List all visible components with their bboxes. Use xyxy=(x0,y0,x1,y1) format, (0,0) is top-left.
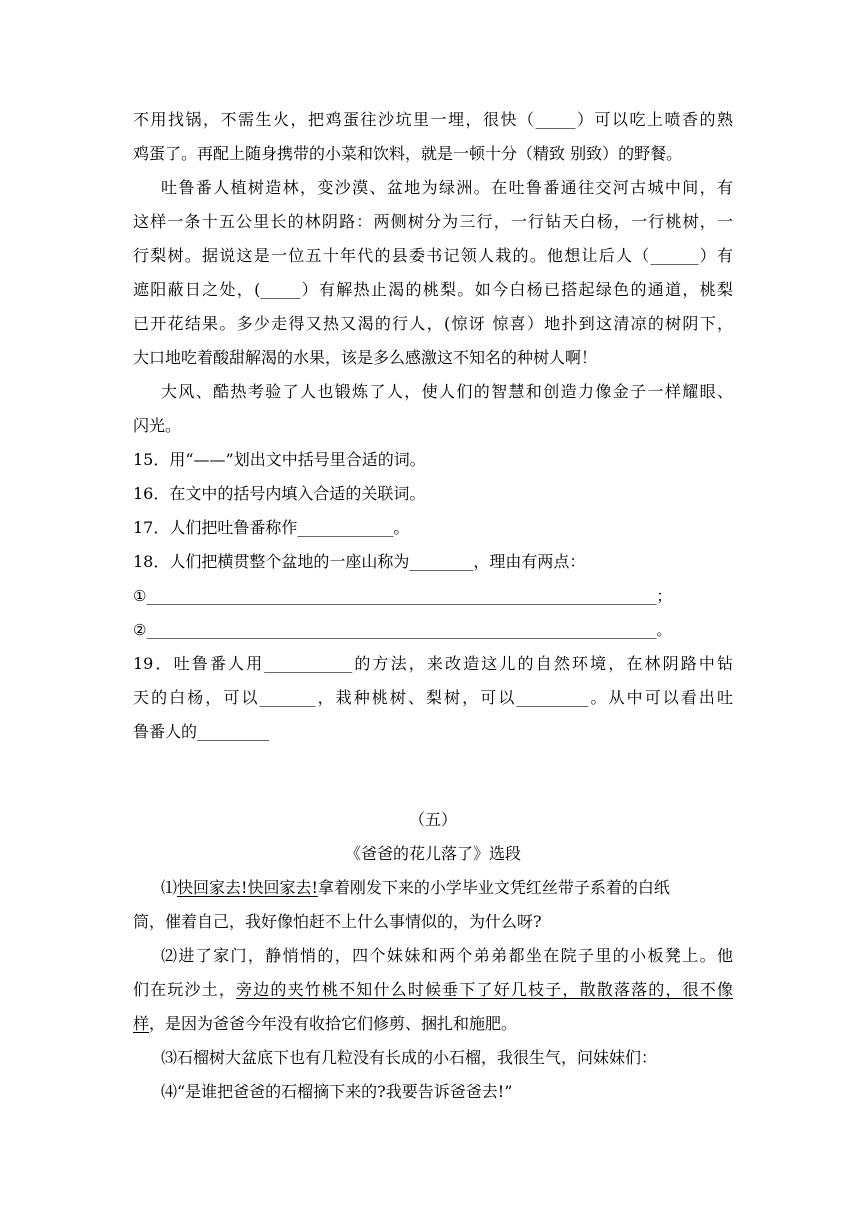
passage-line: 已开花结果。多少走得又热又渴的行人，(惊讶 惊喜）地扑到这清凉的树阴下， xyxy=(133,314,733,333)
question-17: 17．人们把吐鲁番称作____________。 xyxy=(133,518,410,537)
underlined-sentence: 样 xyxy=(133,1014,150,1033)
paragraph-number: ⑴ xyxy=(161,878,178,897)
paragraph-1-line-2: 筒，催着自己，我好像怕赶不上什么事情似的，为什么呀? xyxy=(133,912,542,931)
question-19-line: 天的白杨，可以_______，栽种桃树、梨树，可以_________。从中可以看出吐 xyxy=(133,688,733,707)
passage-line: 吐鲁番人植树造林，变沙漠、盆地为绿洲。在吐鲁番通往交河古城中间，有 xyxy=(161,178,733,197)
passage-line: 大口地吃着酸甜解渴的水果，该是多么感激这不知名的种树人啊！ xyxy=(133,348,598,367)
question-19-line: 鲁番人的_________ xyxy=(133,722,270,741)
question-18-answer-2: ②____________________________________________________________________。 xyxy=(133,621,672,639)
passage-line: 遮阳蔽日之处，(_____）有解热止渴的桃梨。如今白杨已搭起绿色的通道，桃梨 xyxy=(133,280,733,299)
question-18-answer-1: ①____________________________________________________________________； xyxy=(133,587,672,605)
passage-line: 闪光。 xyxy=(133,416,182,435)
question-list xyxy=(133,443,733,749)
passage-line: 行梨树。据说这是一位五十年代的县委书记领人栽的。他想让后人（______）有 xyxy=(133,246,733,265)
section-title: 《爸爸的花儿落了》选段 xyxy=(344,844,521,863)
paragraph-2-line-2 xyxy=(133,973,733,1007)
paragraph-2-line-3 xyxy=(133,1007,733,1041)
passage-line: 不用找锅，不需生火，把鸡蛋往沙坑里一埋，很快（_____）可以吃上喷香的熟 xyxy=(133,110,733,129)
underlined-phrase: 快回家去!快回家去! xyxy=(177,878,318,897)
question-16: 16．在文中的括号内填入合适的关联词。 xyxy=(133,484,426,503)
section-spacer xyxy=(133,749,733,803)
paragraph-1-line-1 xyxy=(133,871,733,905)
paragraph-4: ⑷“是谁把爸爸的石榴摘下来的?我要告诉爸爸去!” xyxy=(161,1082,513,1101)
question-15: 15．用“——”划出文中括号里合适的词。 xyxy=(133,450,426,469)
section-five xyxy=(133,803,733,1109)
underlined-sentence: 旁边的夹竹桃不知什么时候垂下了好几枝子，散散落落的，很不像 xyxy=(236,980,733,999)
paragraph-2-line-1: ⑵进了家门，静悄悄的，四个妹妹和两个弟弟都坐在院子里的小板凳上。他 xyxy=(161,946,733,965)
question-18: 18．人们把横贯整个盆地的一座山称为________，理由有两点： xyxy=(133,552,586,571)
passage-line: 这样一条十五公里长的林阴路：两侧树分为三行，一行钻天白杨，一行桃树，一 xyxy=(133,212,733,231)
passage-line: 大风、酷热考验了人也锻炼了人，使人们的智慧和创造力像金子一样耀眼、 xyxy=(161,382,733,401)
passage-four-continued xyxy=(133,103,733,443)
paragraph-text: ，是因为爸爸今年没有收拾它们修剪、捆扎和施肥。 xyxy=(149,1014,518,1033)
paragraph-3: ⑶石榴树大盆底下也有几粒没有长成的小石榴，我很生气，问妹妹们： xyxy=(161,1048,658,1067)
section-number: （五） xyxy=(408,810,457,829)
paragraph-text: 们在玩沙土， xyxy=(133,980,237,999)
passage-line: 鸡蛋了。再配上随身携带的小菜和饮料，就是一顿十分（精致 别致）的野餐。 xyxy=(133,144,683,163)
paragraph-text: 拿着刚发下来的小学毕业文凭红丝带子系着的白纸 xyxy=(317,878,670,897)
question-19-line: 19．吐鲁番人用___________的方法，来改造这儿的自然环境，在林阴路中钻 xyxy=(133,654,733,673)
document-page xyxy=(133,103,733,1109)
